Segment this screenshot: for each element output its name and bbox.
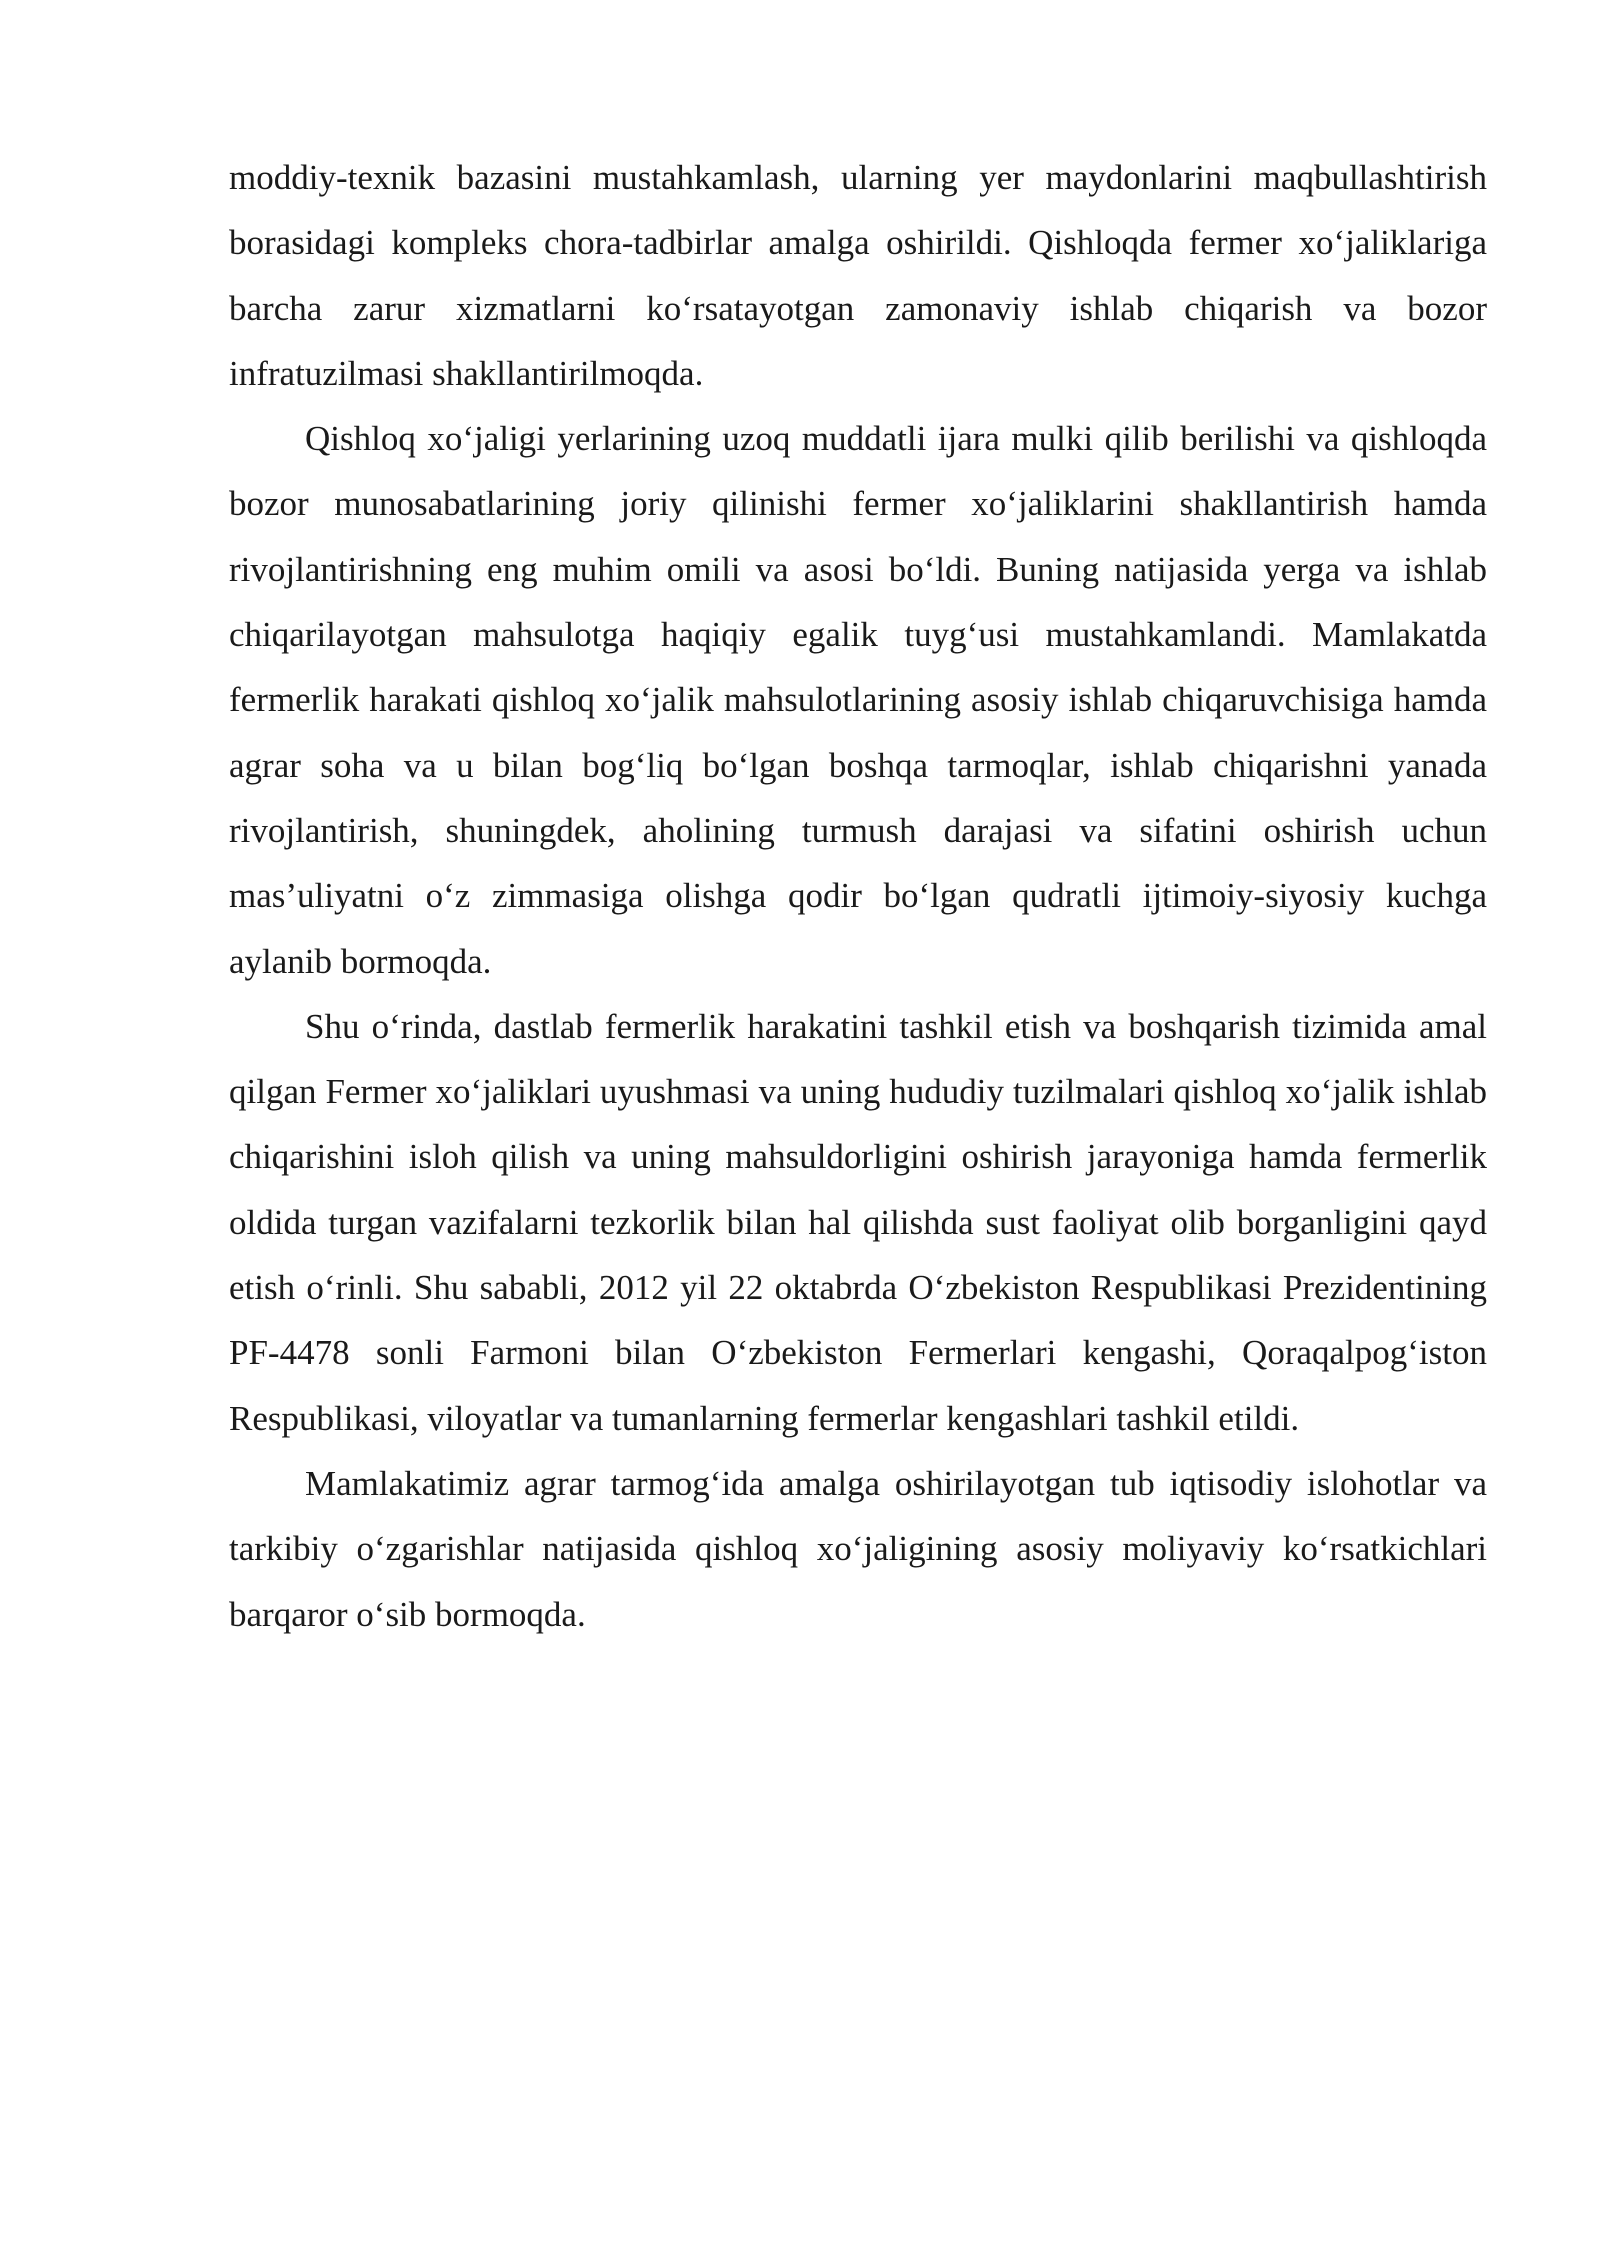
paragraph-1: moddiy-texnik bazasini mustahkamlash, ularning yer maydonlarini maqbullashtirish borasidagi kompleks chora-tadbirlar amalga oshirildi. Qishloqda fermer xo‘jaliklariga barcha zarur xizmatlarni ko‘rsatayotgan zamonaviy ishlab chiqarish va bozor infratuzilmasi shakllantirilmoqda.	[229, 158, 1487, 393]
paragraph-4: Mamlakatimiz agrar tarmog‘ida amalga oshirilayotgan tub iqtisodiy islohotlar va tarkibiy o‘zgarishlar natijasida qishloq xo‘jaligining asosiy moliyaviy ko‘rsatkichlari barqaror o‘sib bormoqda.	[229, 1463, 1487, 1634]
paragraph-3: Shu o‘rinda, dastlab fermerlik harakatini tashkil etish va boshqarish tizimida amal qilgan Fermer xo‘jaliklari uyushmasi va uning hududiy tuzilmalari qishloq xo‘jalik ishlab chiqarishini isloh qilish va uning mahsuldorligini oshirish jarayoniga hamda fermerlik oldida turgan vazifalarni tezkorlik bilan hal qilishda sust faoliyat olib borganligini qayd etish o‘rinli. Shu sababli, 2012 yil 22 oktabrda O‘zbekiston Respublikasi Prezidentining PF-4478 sonli Farmoni bilan O‘zbekiston Fermerlari kengashi, Qoraqalpog‘iston Respublikasi, viloyatlar va tumanlarning fermerlar kengashlari tashkil etildi.	[229, 1006, 1487, 1438]
document-body	[229, 145, 1487, 1647]
paragraph-2: Qishloq xo‘jaligi yerlarining uzoq muddatli ijara mulki qilib berilishi va qishloqda bozor munosabatlarining joriy qilinishi fermer xo‘jaliklarini shakllantirish hamda rivojlantirishning eng muhim omili va asosi bo‘ldi. Buning natijasida yerga va ishlab chiqarilayotgan mahsulotga haqiqiy egalik tuyg‘usi mustahkamlandi. Mamlakatda fermerlik harakati qishloq xo‘jalik mahsulotlarining asosiy ishlab chiqaruvchisiga hamda agrar soha va u bilan bog‘liq bo‘lgan boshqa tarmoqlar, ishlab chiqarishni yanada rivojlantirish, shuningdek, aholining turmush darajasi va sifatini oshirish uchun mas’uliyatni o‘z zimmasiga olishga qodir bo‘lgan qudratli ijtimoiy-siyosiy kuchga aylanib bormoqda.	[229, 419, 1487, 981]
